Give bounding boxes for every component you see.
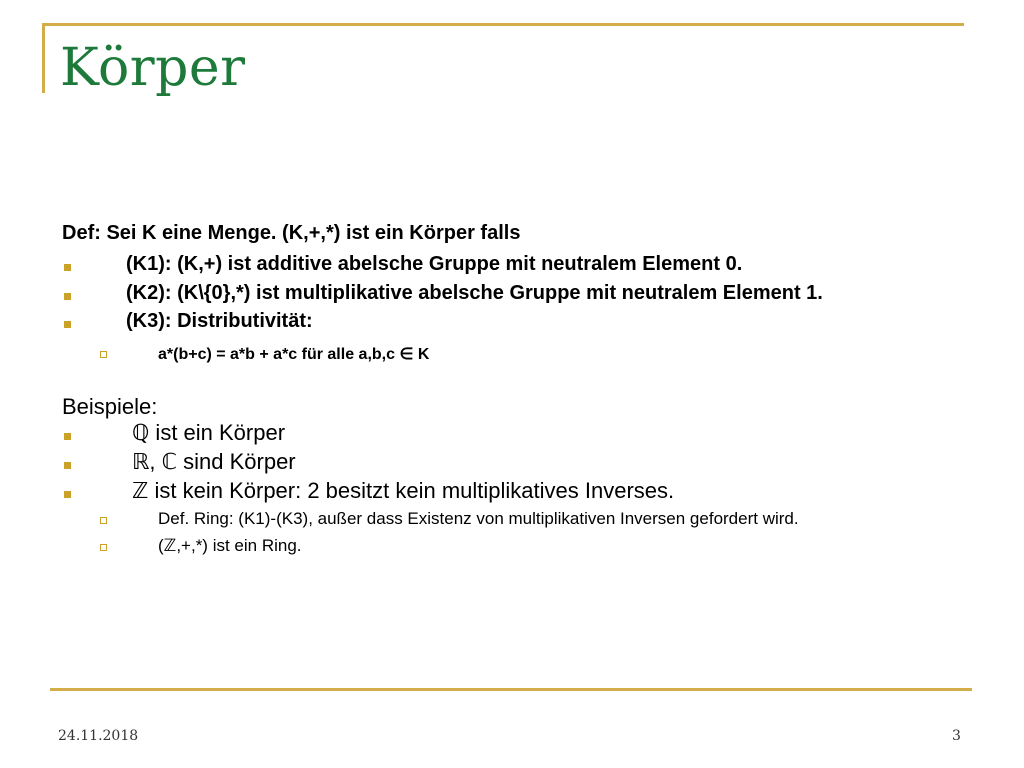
examples-heading: Beispiele: — [62, 394, 158, 419]
axiom-k1-text: (K1): (K,+) ist additive abelsche Gruppe mit neutralem Element 0. — [126, 253, 743, 275]
bullet-square-icon — [64, 462, 71, 469]
bullet-square-icon — [64, 491, 71, 498]
sub-example-ring-def: Def. Ring: (K1)-(K3), außer dass Existenz von multiplikativen Inversen gefordert wird. — [158, 509, 799, 528]
bullet-square-icon — [64, 321, 71, 328]
page-number: 3 — [952, 728, 961, 744]
axiom-k2 — [126, 282, 823, 305]
hollow-square-bullet-icon — [100, 517, 107, 524]
footer-date: 24.11.2018 — [58, 728, 139, 744]
top-frame-line — [42, 23, 964, 26]
bullet-square-icon — [64, 293, 71, 300]
bullet-square-icon — [64, 433, 71, 440]
example-r-c: ℝ, ℂ sind Körper — [132, 449, 296, 474]
definition-line: Def: Sei K eine Menge. (K,+,*) ist ein Körper falls — [62, 222, 521, 244]
example-z: ℤ ist kein Körper: 2 besitzt kein multiplikatives Inverses. — [132, 478, 675, 503]
slide-title: Körper — [60, 38, 246, 98]
example-q: ℚ ist ein Körper — [132, 420, 286, 445]
axiom-k1 — [126, 253, 742, 276]
bullet-square-icon — [64, 264, 71, 271]
hollow-square-bullet-icon — [100, 544, 107, 551]
sub-example-z-ring: (ℤ,+,*) ist ein Ring. — [158, 536, 302, 555]
distributive-law: a*(b+c) = a*b + a*c für alle a,b,c ∈ K — [158, 346, 430, 363]
bottom-frame-line — [50, 688, 972, 691]
left-frame-line — [42, 23, 45, 93]
axiom-k3-text: (K3): Distributivität: — [126, 310, 313, 332]
axiom-k2-text: (K2): (K\{0},*) ist multiplikative abelsche Gruppe mit neutralem Element 1. — [126, 282, 823, 304]
axiom-k3 — [126, 310, 313, 333]
hollow-square-bullet-icon — [100, 351, 107, 358]
